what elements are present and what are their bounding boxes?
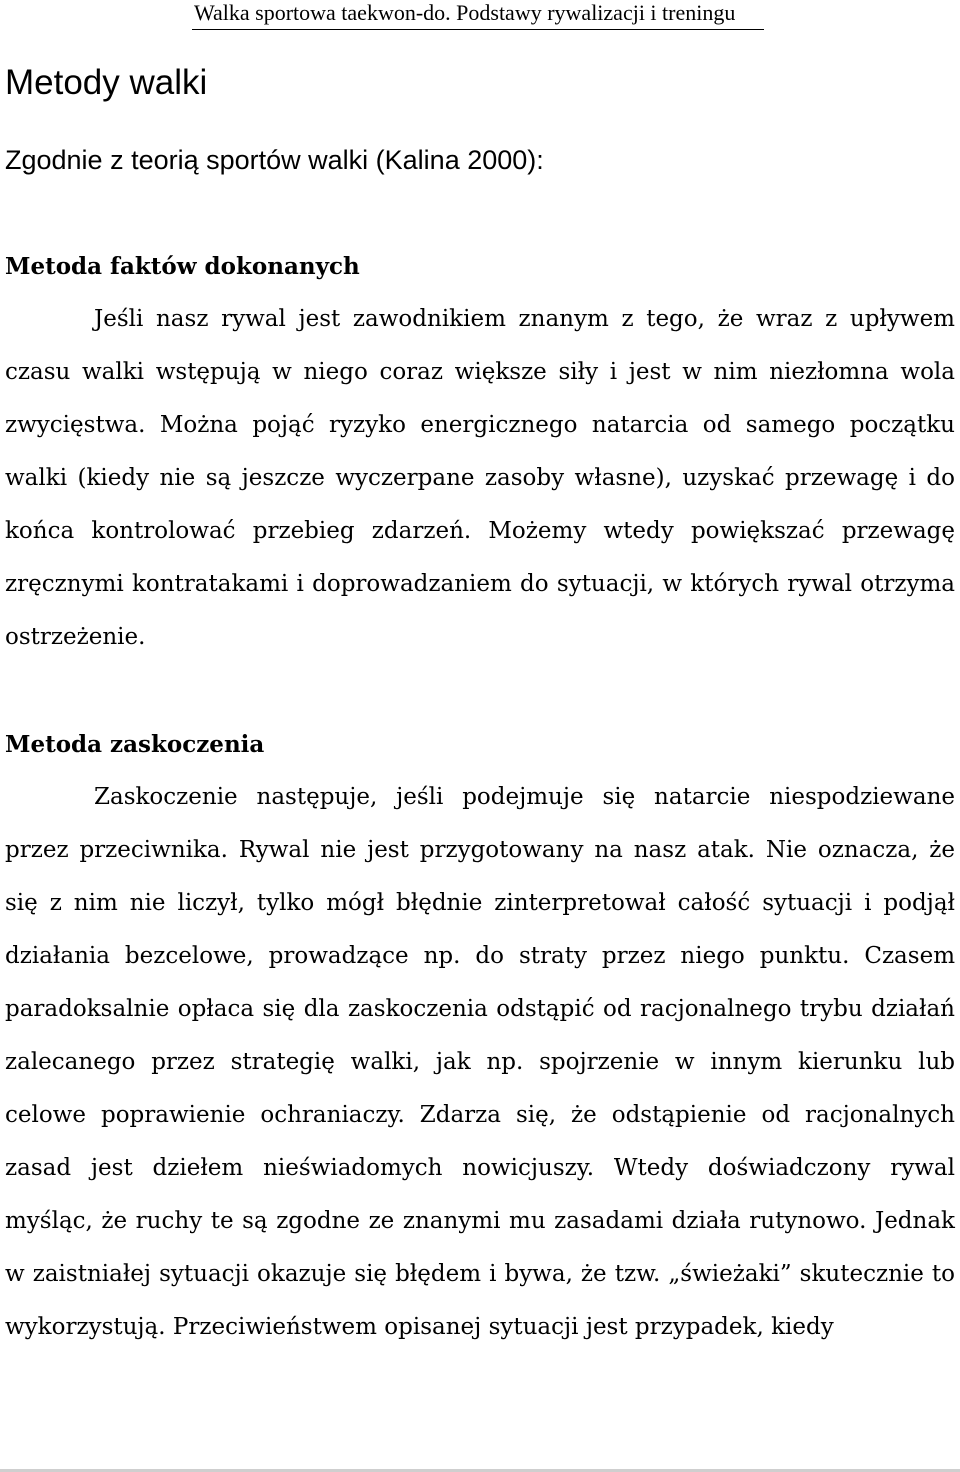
section-paragraph: Zaskoczenie następuje, jeśli podejmuje się natarcie niespodziewane przez przeciwnika. Rywal nie jest przygotowany na nasz atak. Nie oznacza, że się z nim nie liczył, tylko mógł błędnie zinterpretował całość sytuacji i podjął działania bezcelowe, prowadzące np. do straty przez niego punktu. Czasem paradoksalnie opłaca się dla zaskoczenia odstąpić od racjonalnego trybu działań zalecanego przez strategię walki, jak np. spojrzenie w innym kierunku lub celowe poprawienie ochraniaczy. Zdarza się, że odstąpienie od racjonalnych zasad jest dziełem nieświadomych nowicjuszy. Wtedy doświadczony rywal myśląc, że ruchy te są zgodne ze znanymi mu zasadami działa rutynowo. Jednak w zaistniałej sytuacji okazuje się błędem i bywa, że tzw. „świeżaki” skutecznie to wykorzystują. Przeciwieństwem opisanej sytuacji jest przypadek, kiedy xyxy=(5,784,955,1340)
running-header: Walka sportowa taekwon-do. Podstawy rywalizacji i treningu xyxy=(194,0,736,25)
header-divider xyxy=(192,29,764,30)
chapter-title: Metody walki xyxy=(5,63,208,102)
section-heading: Metoda faktów dokonanych xyxy=(5,253,360,280)
section-paragraph: Jeśli nasz rywal jest zawodnikiem znanym z tego, że wraz z upływem czasu walki wstępują w niego coraz większe siły i jest w nim niezłomna wola zwycięstwa. Można pojąć ryzyko energicznego natarcia od samego początku walki (kiedy nie są jeszcze wyczerpane zasoby własne), uzyskać przewagę i do końca kontrolować przebieg zdarzeń. Możemy wtedy powiększać przewagę zręcznymi kontratakami i doprowadzaniem do sytuacji, w których rywal otrzyma ostrzeżenie. xyxy=(5,306,955,650)
section-heading: Metoda zaskoczenia xyxy=(5,731,265,758)
intro-text: Zgodnie z teorią sportów walki (Kalina 2000): xyxy=(5,145,544,175)
